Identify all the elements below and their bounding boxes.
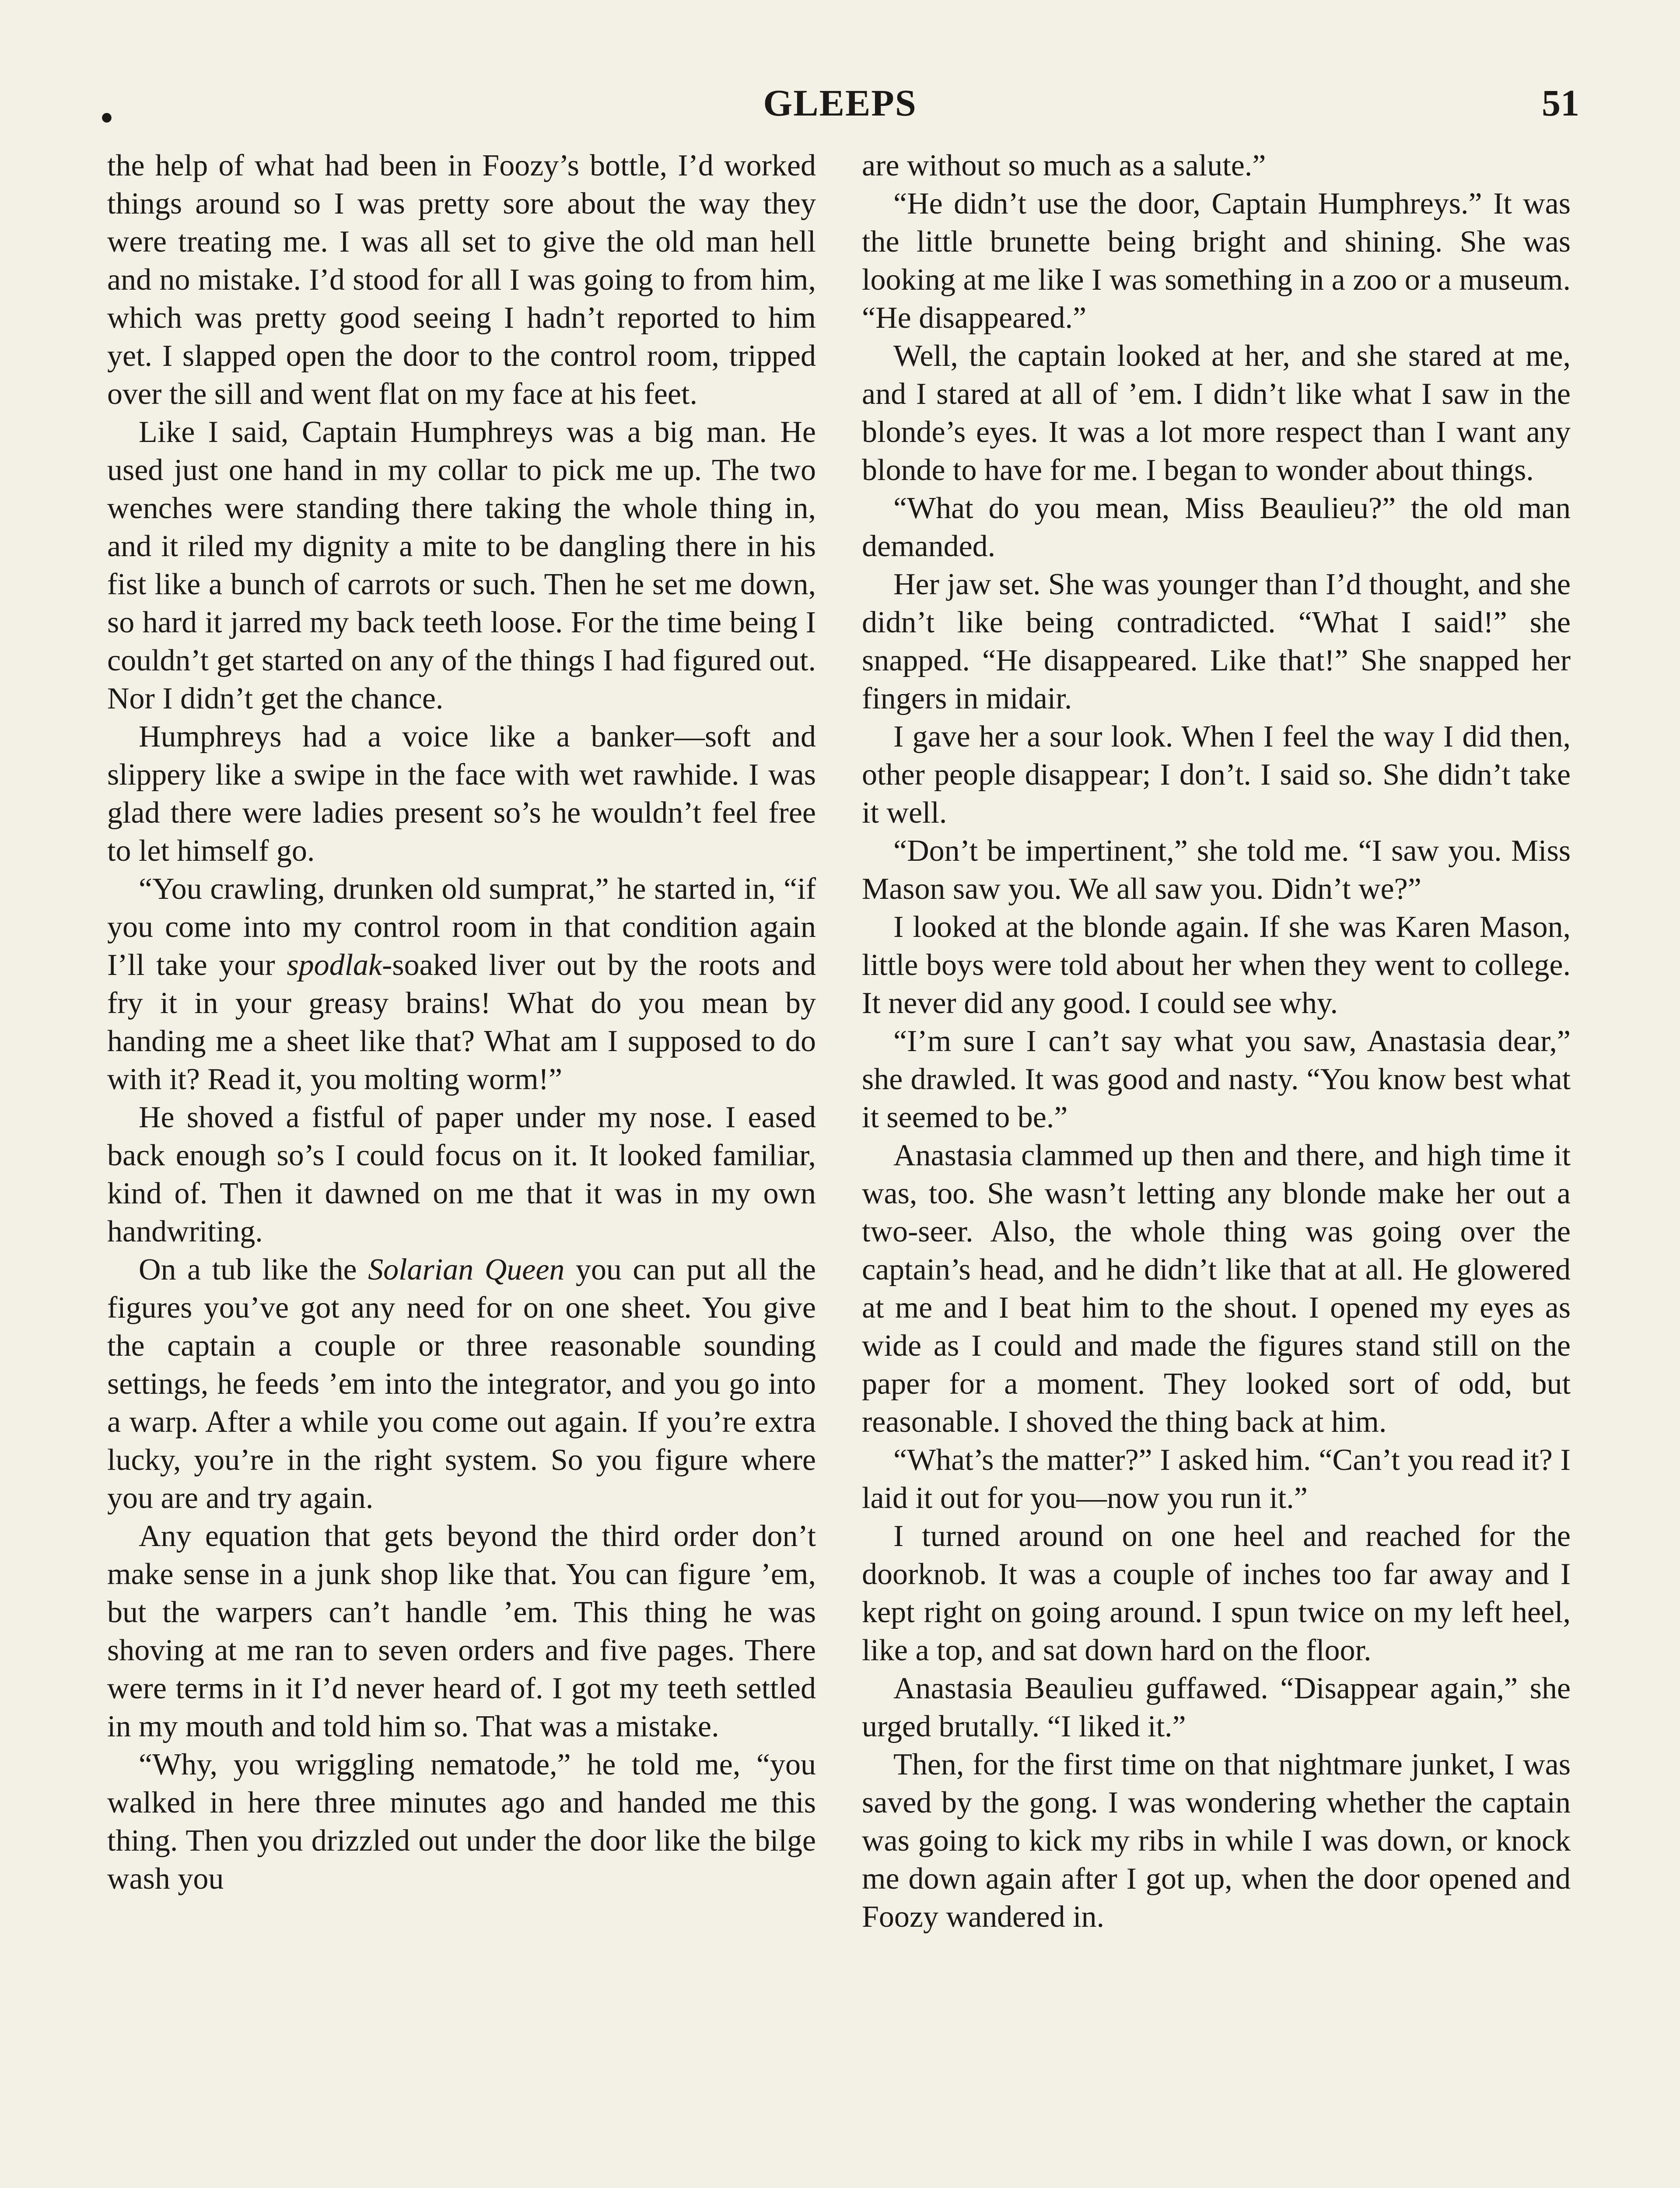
paragraph: Anastasia clammed up then and there, and high time it was, too. She wasn’t letting any blonde make her out a two-seer. Also, the whole thing was going over the captain’s head, and he didn’t like that at all. He glowered at me and I beat him to the shout. I opened my eyes as wide as I could and made the figures stand still on the paper for a moment. They looked sort of odd, but reasonable. I shoved the thing back at him. <box>862 1139 1571 1439</box>
left-column <box>107 147 816 1898</box>
paragraph: On a tub like the Solarian Queen you can put all the figures you’ve got any need for on one sheet. You give the captain a couple or three reasonable sounding settings, he feeds ’em into the integrator, and you go into a warp. After a while you come out again. If you’re extra lucky, you’re in the right system. So you figure where you are and try again. <box>107 1253 816 1515</box>
page-number: 51 <box>1542 82 1579 124</box>
running-title: GLEEPS <box>763 82 917 124</box>
paragraph: “He didn’t use the door, Captain Humphreys.” It was the little brunette being bright and shining. She was looking at me like I was something in a zoo or a museum. “He disappeared.” <box>862 187 1571 335</box>
right-column <box>862 147 1571 1936</box>
paragraph: “You crawling, drunken old sumprat,” he started in, “if you come into my control room in that condition again I’ll take your spodlak-soaked liver out by the roots and fry it in your greasy brains! What do you mean by handing me a sheet like that? What am I supposed to do with it? Read it, you molting worm!” <box>107 872 816 1096</box>
paragraph: Her jaw set. She was younger than I’d thought, and she didn’t like being contradicted. “What I said!” she snapped. “He disappeared. Like that!” She snapped her fingers in midair. <box>862 568 1571 715</box>
paragraph: Anastasia Beaulieu guffawed. “Disappear again,” she urged brutally. “I liked it.” <box>862 1672 1571 1743</box>
paragraph: Then, for the first time on that nightmare junket, I was saved by the gong. I was wondering whether the captain was going to kick my ribs in while I was down, or knock me down again after I got up, when the door opened and Foozy wandered in. <box>862 1748 1571 1934</box>
paragraph: I looked at the blonde again. If she was Karen Mason, little boys were told about her when they went to college. It never did any good. I could see why. <box>862 910 1571 1020</box>
paragraph: He shoved a fistful of paper under my nose. I eased back enough so’s I could focus on it. It looked familiar, kind of. Then it dawned on me that it was in my own handwriting. <box>107 1101 816 1248</box>
paragraph: Humphreys had a voice like a banker—soft and slippery like a swipe in the face with wet rawhide. I was glad there were ladies present so’s he wouldn’t feel free to let himself go. <box>107 720 816 868</box>
paragraph: “What do you mean, Miss Beaulieu?” the old man demanded. <box>862 491 1571 563</box>
paragraph: are without so much as a salute.” <box>862 149 1266 182</box>
paragraph: “Don’t be impertinent,” she told me. “I saw you. Miss Mason saw you. We all saw you. Didn’t we?” <box>862 834 1571 906</box>
paragraph: I turned around on one heel and reached for the doorknob. It was a couple of inches too far away and I kept right on going around. I spun twice on my left heel, like a top, and sat down hard on the floor. <box>862 1519 1571 1667</box>
paragraph: “I’m sure I can’t say what you saw, Anastasia dear,” she drawled. It was good and nasty. “You know best what it seemed to be.” <box>862 1024 1571 1134</box>
paragraph: Any equation that gets beyond the third order don’t make sense in a junk shop like that. You can figure ’em, but the warpers can’t handle ’em. This thing he was shoving at me ran to seven orders and five pages. There were terms in it I’d never heard of. I got my teeth settled in my mouth and told him so. That was a mistake. <box>107 1519 816 1743</box>
paragraph: I gave her a sour look. When I feel the way I did then, other people disappear; I don’t. I said so. She didn’t take it well. <box>862 720 1571 830</box>
paragraph: “What’s the matter?” I asked him. “Can’t you read it? I laid it out for you—now you run it.” <box>862 1443 1571 1515</box>
header-mark: • <box>101 99 113 137</box>
paragraph: Like I said, Captain Humphreys was a big man. He used just one hand in my collar to pick me up. The two wenches were standing there taking the whole thing in, and it riled my dignity a mite to be dangling there in his fist like a bunch of carrots or such. Then he set me down, so hard it jarred my back teeth loose. For the time being I couldn’t get started on any of the things I had figured out. Nor I didn’t get the chance. <box>107 415 816 715</box>
paragraph: “Why, you wriggling nematode,” he told me, “you walked in here three minutes ago and handed me this thing. Then you drizzled out under the door like the bilge wash you <box>107 1748 816 1896</box>
paragraph: Well, the captain looked at her, and she stared at me, and I stared at all of ’em. I didn’t like what I saw in the blonde’s eyes. It was a lot more respect than I want any blonde to have for me. I began to wonder about things. <box>862 339 1571 487</box>
paragraph: the help of what had been in Foozy’s bottle, I’d worked things around so I was pretty sore about the way they were treating me. I was all set to give the old man hell and no mistake. I’d stood for all I was going to from him, which was pretty good seeing I hadn’t reported to him yet. I slapped open the door to the control room, tripped over the sill and went flat on my face at his feet. <box>107 149 816 411</box>
running-header <box>101 81 1579 137</box>
